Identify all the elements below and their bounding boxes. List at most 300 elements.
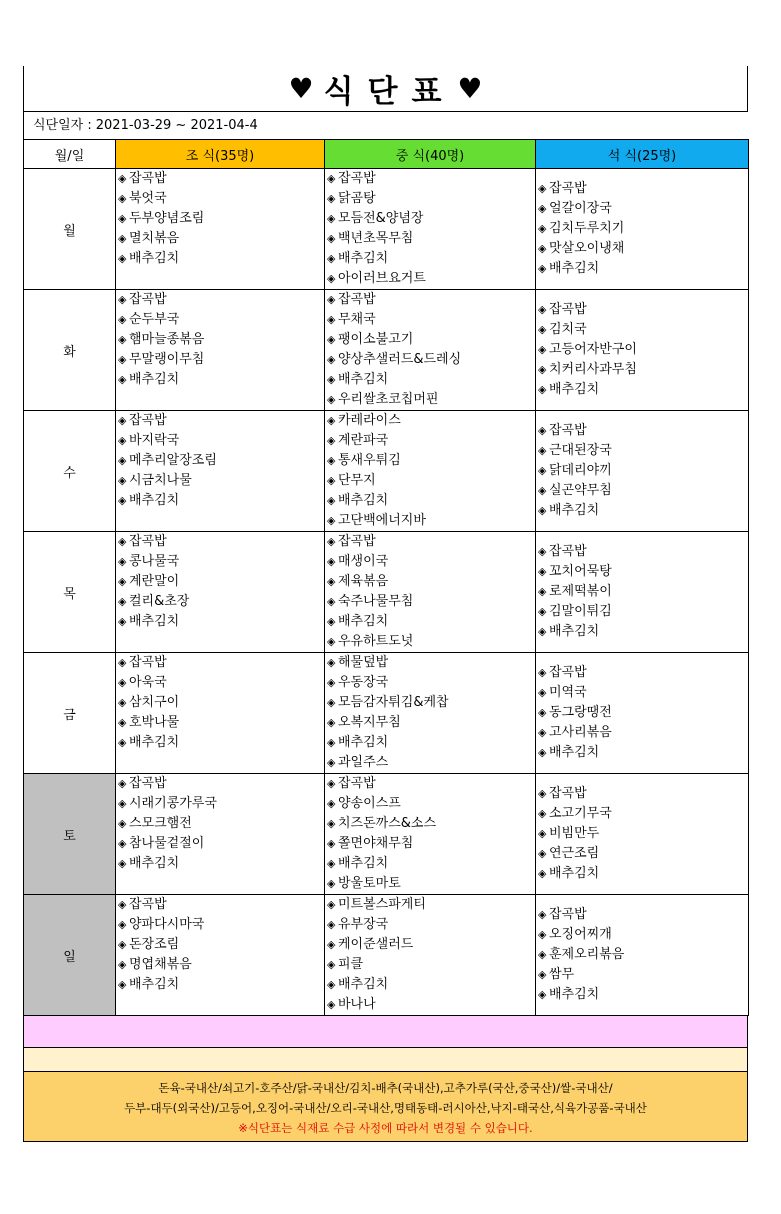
menu-item [116,451,324,471]
menu-item-label: 케이준샐러드 [338,937,414,952]
date-range: 2021-03-29 ~ 2021-04-4 [95,118,258,133]
menu-item-label: 훈제오리볶음 [549,947,625,962]
lunch-cell [325,653,536,774]
table-row [24,653,749,774]
table-row [24,169,749,290]
menu-item [116,532,324,552]
menu-item [536,320,748,340]
menu-item-label: 햄마늘종볶음 [129,332,205,347]
diamond-bullet-icon: ◈ [538,545,547,558]
breakfast-cell [116,532,325,653]
diamond-bullet-icon: ◈ [327,595,336,608]
menu-item-label: 배추김치 [549,624,600,639]
lunch-cell [325,532,536,653]
table-row [24,411,749,532]
heart-icon-right: ♥ [457,71,483,105]
diamond-bullet-icon: ◈ [118,918,127,931]
diamond-bullet-icon: ◈ [118,454,127,467]
menu-item-label: 비빔만두 [549,826,600,841]
menu-item-label: 잡곡밥 [549,786,587,801]
diamond-bullet-icon: ◈ [327,454,336,467]
header-row [24,140,749,169]
diamond-bullet-icon: ◈ [327,393,336,406]
diamond-bullet-icon: ◈ [118,595,127,608]
menu-item [116,491,324,511]
menu-item [116,895,324,915]
breakfast-cell [116,411,325,532]
diamond-bullet-icon: ◈ [538,504,547,517]
diamond-bullet-icon: ◈ [118,494,127,507]
menu-item-label: 잡곡밥 [129,776,167,791]
menu-item [116,834,324,854]
menu-item-label: 계란말이 [129,574,180,589]
menu-item [325,350,535,370]
menu-item [325,955,535,975]
lunch-cell [325,169,536,290]
dinner-cell [536,774,749,895]
diamond-bullet-icon: ◈ [327,252,336,265]
menu-item-label: 배추김치 [338,372,389,387]
date-label: 식단일자 : [33,118,92,133]
diamond-bullet-icon: ◈ [118,777,127,790]
menu-item [536,421,748,441]
diamond-bullet-icon: ◈ [327,938,336,951]
diamond-bullet-icon: ◈ [327,212,336,225]
diamond-bullet-icon: ◈ [538,262,547,275]
lunch-cell [325,411,536,532]
menu-item-label: 방울토마토 [338,876,401,891]
menu-item [116,471,324,491]
menu-item-label: 바지락국 [129,433,180,448]
diamond-bullet-icon: ◈ [118,615,127,628]
menu-item-label: 잡곡밥 [338,534,376,549]
breakfast-cell [116,895,325,1016]
menu-item [116,350,324,370]
diamond-bullet-icon: ◈ [538,625,547,638]
menu-item-label: 잡곡밥 [129,534,167,549]
menu-item [116,915,324,935]
menu-item-label: 두부양념조림 [129,211,205,226]
menu-item-label: 우유하트도넛 [338,634,414,649]
menu-item-label: 피클 [338,957,364,972]
menu-item [116,673,324,693]
diamond-bullet-icon: ◈ [538,222,547,235]
diamond-bullet-icon: ◈ [538,585,547,598]
menu-item-label: 동그랑땡전 [549,705,612,720]
day-cell: 토 [24,774,116,895]
menu-item-label: 배추김치 [549,261,600,276]
menu-item [536,542,748,562]
menu-item-label: 배추김치 [549,503,600,518]
cream-band [23,1048,748,1072]
menu-item [116,854,324,874]
menu-item-label: 배추김치 [549,382,600,397]
diamond-bullet-icon: ◈ [538,565,547,578]
diamond-bullet-icon: ◈ [118,978,127,991]
diamond-bullet-icon: ◈ [327,353,336,366]
day-cell: 금 [24,653,116,774]
column-header-day: 월/일 [24,140,116,169]
menu-item-label: 무말랭이무침 [129,352,205,367]
menu-item [536,360,748,380]
menu-item-label: 계란파국 [338,433,389,448]
menu-item [536,501,748,521]
menu-item [325,612,535,632]
menu-item [536,683,748,703]
menu-item-label: 돈장조림 [129,937,180,952]
diamond-bullet-icon: ◈ [118,656,127,669]
diamond-bullet-icon: ◈ [327,313,336,326]
menu-item [536,925,748,945]
menu-item [116,713,324,733]
menu-item [536,864,748,884]
menu-item-label: 김치국 [549,322,587,337]
menu-item-label: 북엇국 [129,191,167,206]
menu-item [325,733,535,753]
dinner-cell [536,290,749,411]
diamond-bullet-icon: ◈ [327,817,336,830]
menu-item [116,310,324,330]
diamond-bullet-icon: ◈ [538,948,547,961]
diamond-bullet-icon: ◈ [327,172,336,185]
lunch-cell [325,895,536,1016]
menu-item-label: 잡곡밥 [129,413,167,428]
dinner-cell [536,411,749,532]
dinner-cell [536,895,749,1016]
day-cell: 월 [24,169,116,290]
menu-item-label: 카레라이스 [338,413,401,428]
menu-item [536,461,748,481]
diamond-bullet-icon: ◈ [327,656,336,669]
table-row [24,290,749,411]
menu-item [536,905,748,925]
diamond-bullet-icon: ◈ [118,575,127,588]
menu-item-label: 호박나물 [129,715,180,730]
menu-item-label: 해물덮밥 [338,655,389,670]
diamond-bullet-icon: ◈ [118,555,127,568]
menu-item [536,965,748,985]
diamond-bullet-icon: ◈ [327,293,336,306]
menu-item-label: 잡곡밥 [549,181,587,196]
menu-item-label: 양상추샐러드&드레싱 [338,352,462,367]
diamond-bullet-icon: ◈ [118,736,127,749]
menu-item [325,491,535,511]
menu-item-label: 배추김치 [338,493,389,508]
diamond-bullet-icon: ◈ [538,908,547,921]
menu-item [116,552,324,572]
diamond-bullet-icon: ◈ [327,414,336,427]
menu-item [116,653,324,673]
diamond-bullet-icon: ◈ [118,252,127,265]
menu-item-label: 팽이소불고기 [338,332,414,347]
menu-item [116,229,324,249]
menu-item [325,693,535,713]
menu-item-label: 양송이스프 [338,796,401,811]
menu-item-label: 잡곡밥 [129,292,167,307]
menu-item-label: 배추김치 [549,866,600,881]
diamond-bullet-icon: ◈ [327,777,336,790]
diamond-bullet-icon: ◈ [118,172,127,185]
menu-item [116,814,324,834]
diamond-bullet-icon: ◈ [118,293,127,306]
menu-item [536,945,748,965]
menu-item [536,219,748,239]
menu-item-label: 미역국 [549,685,587,700]
diamond-bullet-icon: ◈ [118,353,127,366]
menu-item [536,199,748,219]
menu-item [325,370,535,390]
menu-item-label: 김말이튀김 [549,604,612,619]
menu-item [325,673,535,693]
menu-item-label: 숙주나물무침 [338,594,414,609]
diamond-bullet-icon: ◈ [327,978,336,991]
menu-item-label: 유부장국 [338,917,389,932]
menu-item [116,290,324,310]
menu-item [536,179,748,199]
menu-item-label: 잡곡밥 [338,776,376,791]
menu-item [325,390,535,410]
menu-item-label: 우동장국 [338,675,389,690]
menu-item [536,582,748,602]
menu-item [325,895,535,915]
menu-item [536,239,748,259]
menu-item [116,249,324,269]
diamond-bullet-icon: ◈ [538,605,547,618]
menu-item-label: 잡곡밥 [549,302,587,317]
pink-band [23,1016,748,1048]
menu-item-label: 잡곡밥 [549,907,587,922]
diamond-bullet-icon: ◈ [118,898,127,911]
menu-item-label: 오징어찌개 [549,927,612,942]
menu-item [325,995,535,1015]
menu-item-label: 얼갈이장국 [549,201,612,216]
menu-item [325,653,535,673]
menu-item [116,411,324,431]
menu-item-label: 김치두루치기 [549,221,625,236]
menu-item [116,612,324,632]
menu-item-label: 근대된장국 [549,443,612,458]
menu-item [325,552,535,572]
menu-item-label: 배추김치 [338,977,389,992]
menu-item-label: 모듬전&양념장 [338,211,424,226]
column-header-breakfast: 조 식(35명) [116,140,325,169]
diamond-bullet-icon: ◈ [327,232,336,245]
diamond-bullet-icon: ◈ [538,383,547,396]
day-cell: 일 [24,895,116,1016]
table-row [24,532,749,653]
day-cell: 화 [24,290,116,411]
menu-item-label: 컬리&초장 [129,594,190,609]
menu-item [116,733,324,753]
diamond-bullet-icon: ◈ [327,514,336,527]
menu-item [325,753,535,773]
diamond-bullet-icon: ◈ [118,938,127,951]
menu-item [536,985,748,1005]
menu-item [536,703,748,723]
diamond-bullet-icon: ◈ [118,817,127,830]
diamond-bullet-icon: ◈ [327,736,336,749]
menu-item-label: 과일주스 [338,755,389,770]
day-cell: 수 [24,411,116,532]
diamond-bullet-icon: ◈ [538,202,547,215]
menu-item-label: 잡곡밥 [129,655,167,670]
page-title: 식단표 [323,74,456,110]
diamond-bullet-icon: ◈ [327,555,336,568]
menu-item [325,209,535,229]
breakfast-cell [116,774,325,895]
menu-item-label: 배추김치 [338,856,389,871]
menu-item [325,511,535,531]
diamond-bullet-icon: ◈ [538,867,547,880]
diamond-bullet-icon: ◈ [538,363,547,376]
diamond-bullet-icon: ◈ [118,192,127,205]
menu-item [325,774,535,794]
menu-table [23,139,749,1016]
diamond-bullet-icon: ◈ [118,696,127,709]
menu-item [325,713,535,733]
diamond-bullet-icon: ◈ [538,343,547,356]
menu-item [536,380,748,400]
menu-item-label: 단무지 [338,473,376,488]
diamond-bullet-icon: ◈ [118,857,127,870]
menu-item-label: 배추김치 [129,856,180,871]
menu-item [325,169,535,189]
menu-item [325,269,535,289]
diamond-bullet-icon: ◈ [327,898,336,911]
menu-item [536,723,748,743]
menu-item-label: 치커리사과무침 [549,362,637,377]
menu-item [325,229,535,249]
menu-item [536,663,748,683]
menu-item-label: 배추김치 [129,493,180,508]
dinner-cell [536,169,749,290]
menu-item-label: 스모크햄전 [129,816,192,831]
diamond-bullet-icon: ◈ [327,272,336,285]
menu-item [536,804,748,824]
menu-item-label: 백년초목무침 [338,231,414,246]
menu-item-label: 잡곡밥 [129,171,167,186]
menu-item-label: 참나물겉절이 [129,836,205,851]
menu-item [116,572,324,592]
diamond-bullet-icon: ◈ [538,686,547,699]
menu-item [325,532,535,552]
diamond-bullet-icon: ◈ [327,837,336,850]
menu-item-label: 고단백에너지바 [338,513,426,528]
menu-item [116,431,324,451]
menu-item [325,189,535,209]
table-row [24,895,749,1016]
menu-item-label: 양파다시마국 [129,917,205,932]
menu-item-label: 잡곡밥 [549,665,587,680]
diamond-bullet-icon: ◈ [327,958,336,971]
menu-item-label: 배추김치 [338,251,389,266]
origin-line-2: 두부-대두(외국산)/고등어,오징어-국내산/오리-국내산,명태동태-러시아산,낙지-태국산,식육가공품-국내산 [124,1101,647,1115]
diamond-bullet-icon: ◈ [538,323,547,336]
menu-item [536,824,748,844]
menu-item [536,259,748,279]
menu-item-label: 잡곡밥 [549,423,587,438]
diamond-bullet-icon: ◈ [327,716,336,729]
menu-item [325,310,535,330]
menu-item [325,411,535,431]
menu-item-label: 아이러브요거트 [338,271,426,286]
diamond-bullet-icon: ◈ [538,666,547,679]
diamond-bullet-icon: ◈ [327,192,336,205]
menu-item-label: 오복지무침 [338,715,401,730]
menu-item [325,794,535,814]
menu-item-label: 연근조림 [549,846,600,861]
menu-item [536,562,748,582]
column-header-dinner: 석 식(25명) [536,140,749,169]
menu-item-label: 닭곰탕 [338,191,376,206]
menu-item [325,915,535,935]
menu-item [536,784,748,804]
menu-sheet [23,66,748,1142]
table-row [24,774,749,895]
diamond-bullet-icon: ◈ [538,706,547,719]
diamond-bullet-icon: ◈ [327,797,336,810]
diamond-bullet-icon: ◈ [118,837,127,850]
menu-item-label: 무채국 [338,312,376,327]
diamond-bullet-icon: ◈ [327,615,336,628]
origin-note [23,1072,748,1142]
change-warning: ※식단표는 식재료 수급 사정에 따라서 변경될 수 있습니다. [238,1121,533,1135]
menu-item-label: 시래기콩가루국 [129,796,217,811]
menu-item [116,189,324,209]
menu-item-label: 아욱국 [129,675,167,690]
diamond-bullet-icon: ◈ [538,464,547,477]
menu-item-label: 매생이국 [338,554,389,569]
diamond-bullet-icon: ◈ [327,434,336,447]
menu-item [116,209,324,229]
diamond-bullet-icon: ◈ [327,494,336,507]
diamond-bullet-icon: ◈ [538,242,547,255]
menu-item [536,441,748,461]
menu-item-label: 제육볶음 [338,574,389,589]
diamond-bullet-icon: ◈ [327,998,336,1011]
lunch-cell [325,290,536,411]
diamond-bullet-icon: ◈ [327,918,336,931]
menu-item-label: 메추리알장조림 [129,453,217,468]
menu-item [116,794,324,814]
title-box [23,66,748,112]
menu-item-label: 배추김치 [338,614,389,629]
menu-item-label: 맛살오이냉채 [549,241,625,256]
diamond-bullet-icon: ◈ [538,807,547,820]
diamond-bullet-icon: ◈ [327,575,336,588]
menu-item-label: 치즈돈까스&소스 [338,816,437,831]
diamond-bullet-icon: ◈ [538,847,547,860]
menu-item [325,471,535,491]
diamond-bullet-icon: ◈ [538,787,547,800]
menu-item-label: 배추김치 [549,745,600,760]
menu-item [325,975,535,995]
diamond-bullet-icon: ◈ [327,333,336,346]
menu-item [116,169,324,189]
menu-item-label: 배추김치 [549,987,600,1002]
diamond-bullet-icon: ◈ [327,857,336,870]
menu-item-label: 배추김치 [129,251,180,266]
date-row [23,112,748,139]
diamond-bullet-icon: ◈ [118,414,127,427]
menu-item-label: 로제떡볶이 [549,584,612,599]
diamond-bullet-icon: ◈ [327,635,336,648]
menu-item-label: 바나나 [338,997,376,1012]
diamond-bullet-icon: ◈ [118,958,127,971]
menu-item [325,834,535,854]
menu-item-label: 통새우튀김 [338,453,401,468]
menu-item [325,572,535,592]
